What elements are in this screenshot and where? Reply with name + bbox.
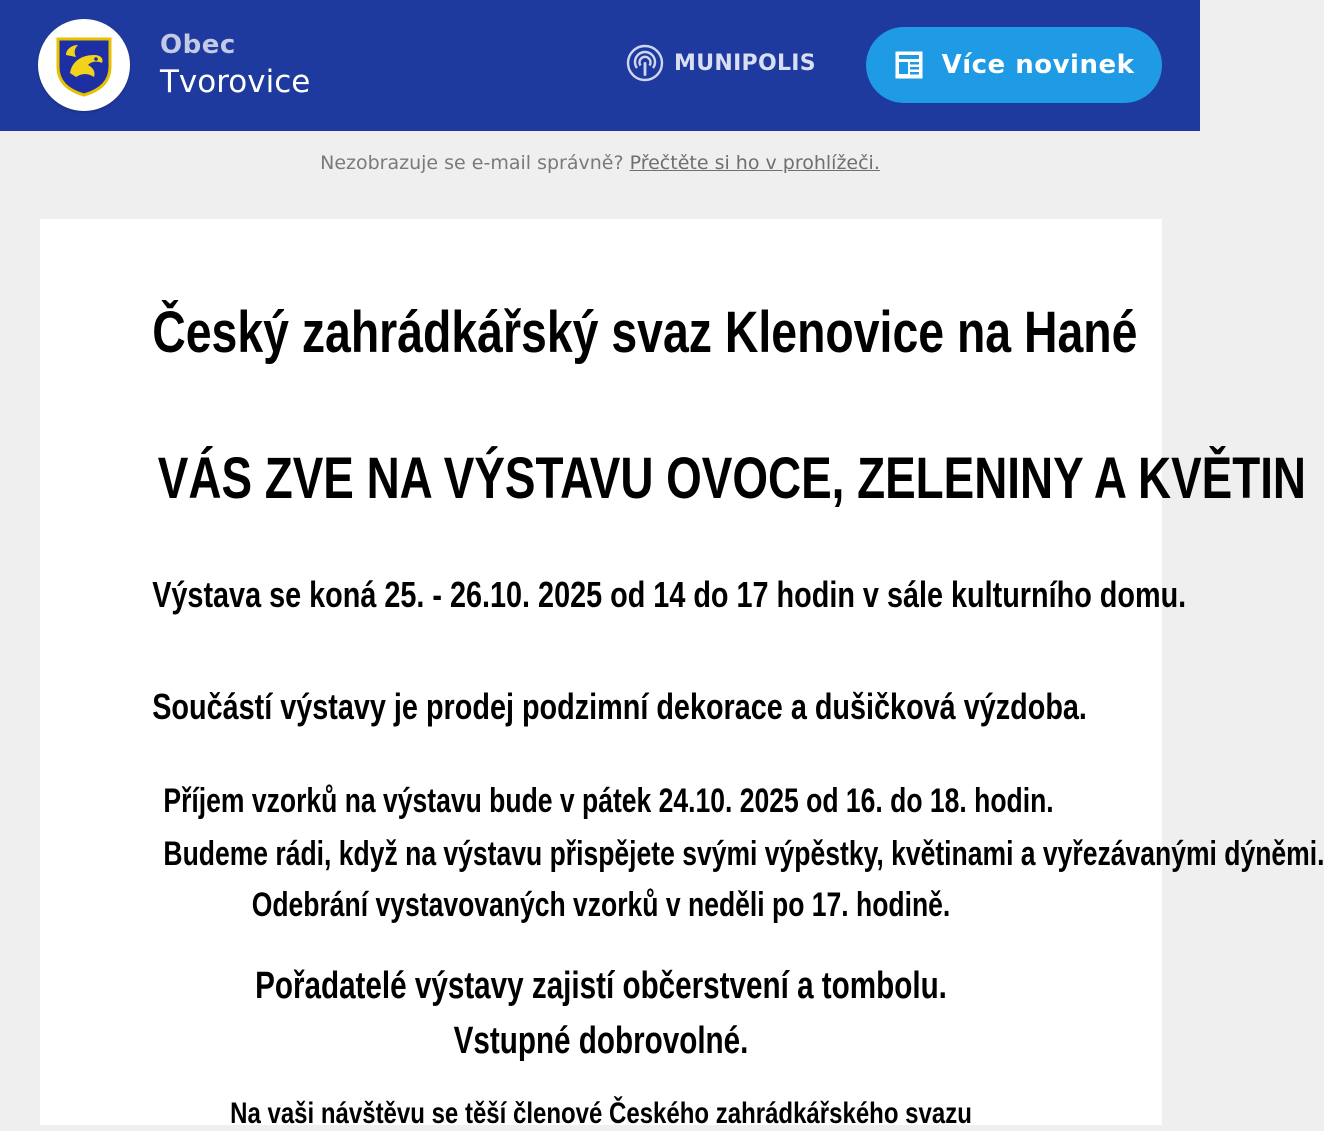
more-news-button[interactable] — [866, 27, 1162, 103]
poster-sale: Součástí výstavy je prodej podzimní dekorace a dušičková výzdoba. — [152, 686, 1087, 727]
browser-view-notice — [0, 152, 1200, 174]
munipolis-label: MUNIPOLIS — [674, 50, 816, 76]
poster-when: Výstava se koná 25. - 26.10. 2025 od 14 do 17 hodin v sále kulturního domu. — [152, 574, 1187, 615]
brand-line-obec: Obec — [160, 30, 236, 60]
newsletter-card — [40, 219, 1324, 1130]
newspaper-icon — [894, 50, 924, 80]
poster-contribute: Budeme rádi, když na výstavu přispějete svými výpěstky, květinami a vyřezávanými dýněmi. — [163, 835, 1324, 873]
email-header — [0, 0, 1200, 131]
poster-refreshments: Pořadatelé výstavy zajistí občerstvení a tombolu. — [255, 965, 947, 1007]
poster-title: Český zahrádkářský svaz Klenovice na Hané — [152, 300, 1138, 365]
notice-text: Nezobrazuje se e-mail správně? — [320, 152, 624, 174]
brand-line-town: Tvorovice — [160, 64, 311, 100]
broadcast-icon — [626, 44, 664, 82]
poster-pickup: Odebrání vystavovaných vzorků v neděli po 17. hodině. — [251, 886, 951, 924]
municipality-logo[interactable] — [38, 19, 130, 111]
more-news-label: Více novinek — [941, 50, 1135, 80]
view-in-browser-link[interactable]: Přečtěte si ho v prohlížeči. — [629, 152, 880, 174]
poster-intake: Příjem vzorků na výstavu bude v pátek 24.10. 2025 od 16. do 18. hodin. — [163, 782, 1054, 820]
munipolis-logo[interactable] — [626, 44, 816, 82]
poster-invite: VÁS ZVE NA VÝSTAVU OVOCE, ZELENINY A KVĚTIN — [157, 446, 1307, 511]
coat-of-arms-icon — [52, 33, 116, 97]
poster-closing: Na vaši návštěvu se těší členové Českého zahrádkářského svazu — [230, 1097, 972, 1130]
poster-entry: Vstupné dobrovolné. — [453, 1020, 749, 1062]
